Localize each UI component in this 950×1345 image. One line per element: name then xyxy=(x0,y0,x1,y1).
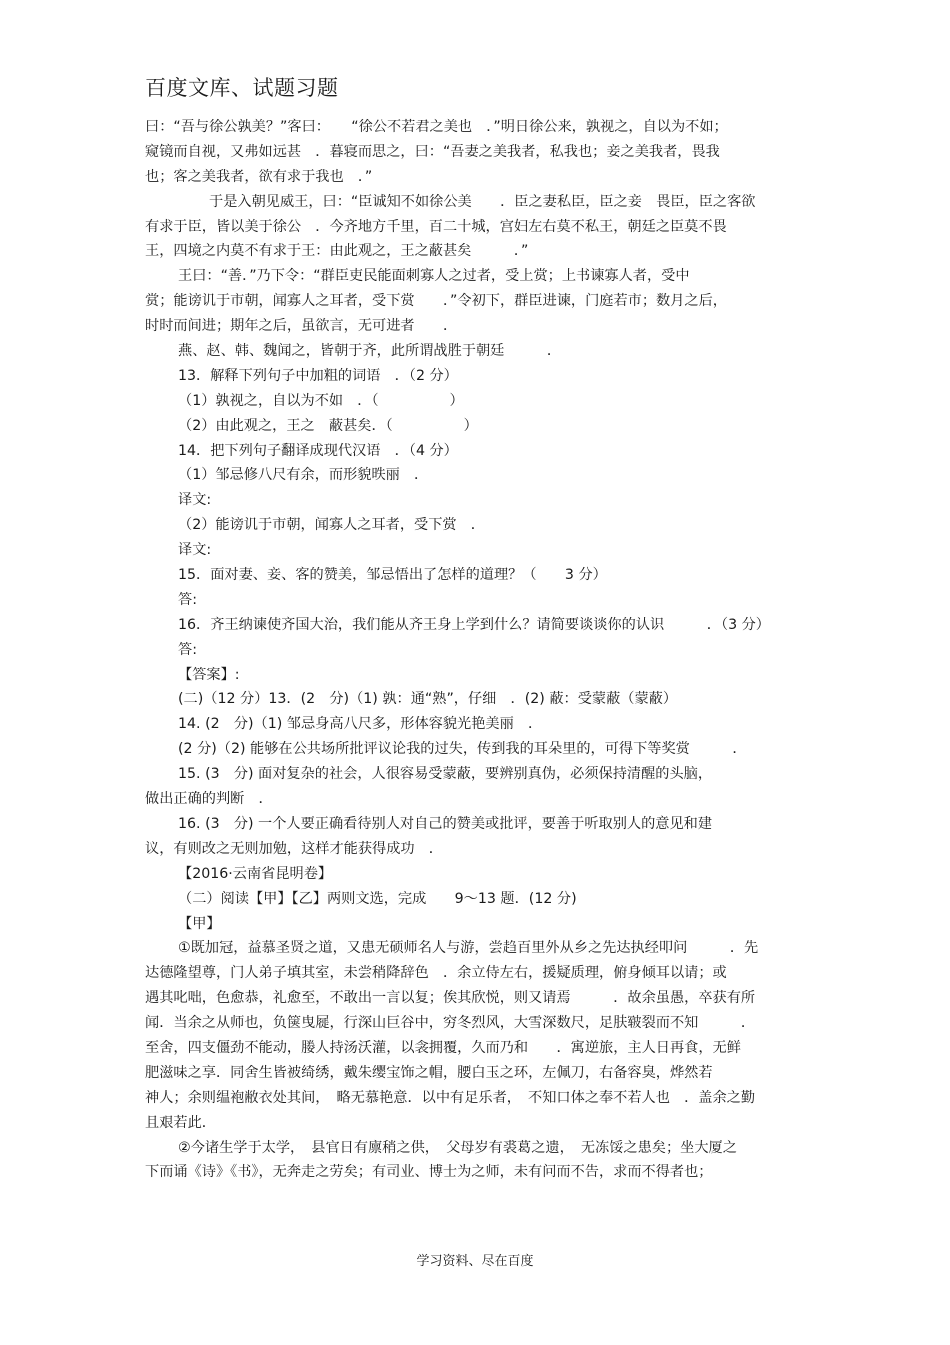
text-line: 王曰：“善．”乃下令：“群臣吏民能面刺寡人之过者，受上赏；上书谏寡人者，受中 xyxy=(178,268,690,285)
answer-heading: 【答案】: xyxy=(178,666,240,683)
question-line: 答: xyxy=(178,591,197,608)
question-line: 14．把下列句子翻译成现代汉语 ．（4 分） xyxy=(178,442,458,459)
text-line: 且艰若此． xyxy=(145,1114,216,1131)
document-body xyxy=(145,115,815,1185)
answer-line: 16. (3 分) 一个人要正确看待别人对自己的赞美或批评，要善于听取别人的意见和建 xyxy=(178,815,713,832)
question-line: 译文: xyxy=(178,492,212,509)
section-heading: （二）阅读【甲】【乙】两则文选，完成 9～13 题．(12 分) xyxy=(178,890,577,907)
text-line: ②今诸生学于太学， 县官日有廪稍之供， 父母岁有裘葛之遗， 无冻馁之患矣；坐大厦之 xyxy=(178,1139,737,1156)
question-line: 13．解释下列句子中加粗的词语 ．（2 分） xyxy=(178,367,458,384)
answer-line: 做出正确的判断 ． xyxy=(145,791,273,808)
section-heading: 【甲】 xyxy=(178,915,221,932)
question-line: 15．面对妻、妾、客的赞美，邹忌悟出了怎样的道理？（ 3 分） xyxy=(178,567,607,584)
text-line: 遇其叱咄，色愈恭，礼愈至，不敢出一言以复；俟其欣悦，则又请焉 ．故余虽愚，卒获有所 xyxy=(145,990,756,1007)
text-line: 王，四境之内莫不有求于王：由此观之，王之蔽甚矣 ．” xyxy=(145,243,529,260)
answer-line: 15. (3 分) 面对复杂的社会，人很容易受蒙蔽，要辨别真伪，必须保持清醒的头脑， xyxy=(178,766,713,783)
text-line: 时时而间进；期年之后，虽欲言，无可进者 ． xyxy=(145,318,458,335)
section-heading: 【2016·云南省昆明卷】 xyxy=(178,865,333,882)
question-line: （1）孰视之，自以为不如 ．（ ） xyxy=(178,392,464,409)
question-line: 译文: xyxy=(178,542,212,559)
text-line: 有求于臣，皆以美于徐公 ．今齐地方千里，百二十城，宫妇左右莫不私王，朝廷之臣莫不畏 xyxy=(145,218,727,235)
text-line: 肥滋味之享．同舍生皆被绮绣，戴朱缨宝饰之帽，腰白玉之环，左佩刀，右备容臭，烨然若 xyxy=(145,1064,713,1081)
answer-line: 14. (2 分)（1) 邹忌身高八尺多，形体容貌光艳美丽 ． xyxy=(178,716,543,733)
text-line: 赏；能谤讥于市朝，闻寡人之耳者，受下赏 ．”令初下，群臣进谏，门庭若市；数月之后， xyxy=(145,293,727,310)
question-line: （2）由此观之，王之 蔽甚矣．（ ） xyxy=(178,417,478,434)
question-line: （2）能谤讥于市朝，闻寡人之耳者，受下赏 ． xyxy=(178,517,485,534)
text-line: 于是入朝见威王，曰：“臣诚知不如徐公美 ．臣之妻私臣，臣之妾 畏臣，臣之客欲 xyxy=(209,193,756,210)
page-footer: 学习资料、尽在百度 xyxy=(416,1254,534,1269)
text-line: 达德隆望尊，门人弟子填其室，未尝稍降辞色 ．余立侍左右，援疑质理，俯身倾耳以请；或 xyxy=(145,965,727,982)
text-line: 也；客之美我者，欲有求于我也 ．” xyxy=(145,168,373,185)
question-line: 16．齐王纳谏使齐国大治，我们能从齐王身上学到什么？请简要谈谈你的认识 ．（3 分） xyxy=(178,616,770,633)
text-line: 神人；余则缊袍敝衣处其间， 略无慕艳意．以中有足乐者， 不知口体之奉不若人也 ．盖余之勤 xyxy=(145,1089,756,1106)
text-line: 至舍，四支僵劲不能动，媵人持汤沃灌，以衾拥覆，久而乃和 ．寓逆旅，主人日再食，无鲜 xyxy=(145,1039,741,1056)
text-line: 下而诵《诗》《书》，无奔走之劳矣；有司业、博士为之师，未有问而不告，求而不得者也； xyxy=(145,1164,713,1181)
text-line: 曰：“吾与徐公孰美？”客曰： “徐公不若君之美也 ．”明日徐公来，孰视之，自以为不如； xyxy=(145,119,728,135)
answer-line: 议，有则改之无则加勉，这样才能获得成功 ． xyxy=(145,840,443,857)
answer-line: (2 分)（2) 能够在公共场所批评议论我的过失，传到我的耳朵里的，可得下等奖赏 ． xyxy=(178,741,747,758)
question-line: 答: xyxy=(178,641,197,658)
text-line: 燕、赵、韩、魏闻之，皆朝于齐，此所谓战胜于朝廷 ． xyxy=(178,343,562,360)
page-header-title: 百度文库、试题习题 xyxy=(145,76,339,100)
text-line: 窥镜而自视，又弗如远甚 ．暮寝而思之，曰：“吾妻之美我者，私我也；妾之美我者，畏我 xyxy=(145,143,720,160)
question-line: （1）邹忌修八尺有余，而形貌昳丽 ． xyxy=(178,467,429,484)
text-line: ①既加冠，益慕圣贤之道，又患无硕师名人与游，尝趋百里外从乡之先达执经叩问 ．先 xyxy=(178,940,759,957)
answer-line: (二)（12 分）13．(2 分)（1) 孰：通“熟”，仔细 ．(2) 蔽：受蒙蔽（蒙蔽） xyxy=(178,691,678,708)
text-line: 闻．当余之从师也，负箧曳屣，行深山巨谷中，穷冬烈风，大雪深数尺，足肤皲裂而不知 ． xyxy=(145,1015,756,1032)
